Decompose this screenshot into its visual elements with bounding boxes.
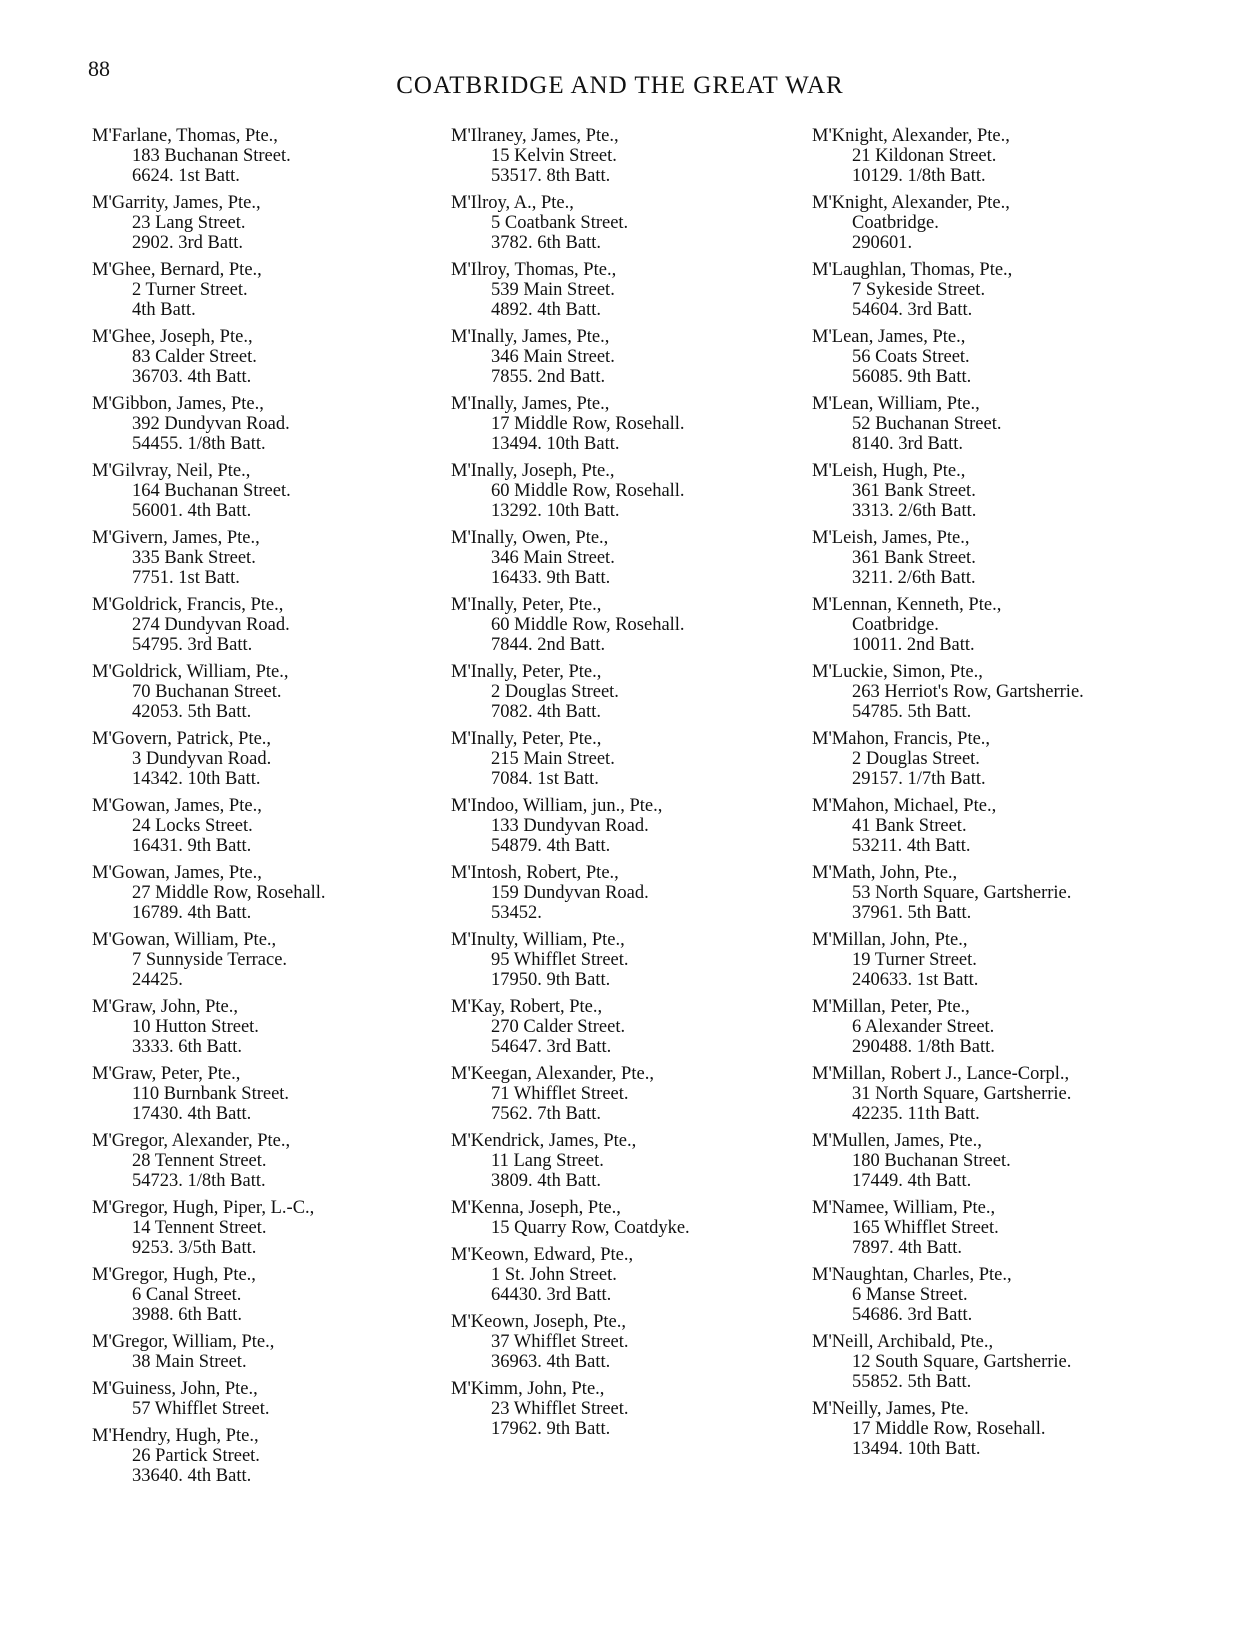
entry-service: 3313. 2/6th Batt. <box>852 501 977 521</box>
roll-entry <box>92 327 432 387</box>
entry-service: 53452. <box>491 903 542 923</box>
entry-address: 110 Burnbank Street. <box>132 1084 290 1104</box>
entry-service: 54795. 3rd Batt. <box>132 635 253 655</box>
entry-address: 346 Main Street. <box>491 347 615 367</box>
entry-name: M'Ghee, Bernard, Pte., <box>92 260 262 280</box>
roll-entry <box>451 595 791 655</box>
entry-name: M'Goldrick, Francis, Pte., <box>92 595 284 615</box>
entry-service: 290601. <box>852 233 913 253</box>
roll-entry <box>451 327 791 387</box>
roll-entry <box>451 662 791 722</box>
entry-name: M'Inally, James, Pte., <box>451 394 610 414</box>
page-number: 88 <box>88 56 110 81</box>
entry-address: 133 Dundyvan Road. <box>491 816 649 836</box>
roll-entry <box>451 729 791 789</box>
roll-entry <box>812 729 1192 789</box>
roll-entry <box>812 796 1192 856</box>
roll-entry <box>92 126 432 186</box>
entry-address: 60 Middle Row, Rosehall. <box>491 481 685 501</box>
entry-service: 3809. 4th Batt. <box>491 1171 601 1191</box>
entry-address: 31 North Square, Gartsherrie. <box>852 1084 1072 1104</box>
entry-service: 37961. 5th Batt. <box>852 903 972 923</box>
entry-address: 38 Main Street. <box>132 1352 247 1372</box>
entry-service: 240633. 1st Batt. <box>852 970 979 990</box>
entry-service: 17950. 9th Batt. <box>491 970 611 990</box>
entry-service: 8140. 3rd Batt. <box>852 434 963 454</box>
roll-entry <box>451 1131 791 1191</box>
entry-address: 7 Sunnyside Terrace. <box>132 950 288 970</box>
entry-address: 41 Bank Street. <box>852 816 967 836</box>
roll-entry <box>812 327 1192 387</box>
roll-entry <box>812 126 1192 186</box>
entry-address: 159 Dundyvan Road. <box>491 883 649 903</box>
entry-name: M'Inally, Peter, Pte., <box>451 662 602 682</box>
entry-address: 2 Turner Street. <box>132 280 248 300</box>
roll-entry <box>812 1198 1192 1258</box>
entry-name: M'Gibbon, James, Pte., <box>92 394 264 414</box>
entry-address: 335 Bank Street. <box>132 548 256 568</box>
entry-name: M'Gregor, Hugh, Pte., <box>92 1265 256 1285</box>
entry-address: 2 Douglas Street. <box>491 682 619 702</box>
entry-address: 17 Middle Row, Rosehall. <box>491 414 685 434</box>
entry-name: M'Givern, James, Pte., <box>92 528 260 548</box>
entry-name: M'Gregor, Alexander, Pte., <box>92 1131 291 1151</box>
entry-service: 42053. 5th Batt. <box>132 702 252 722</box>
entry-name: M'Neill, Archibald, Pte., <box>812 1332 994 1352</box>
roll-entry <box>92 796 432 856</box>
entry-service: 7855. 2nd Batt. <box>491 367 606 387</box>
entry-address: 23 Whifflet Street. <box>491 1399 629 1419</box>
entry-service: 4th Batt. <box>132 300 196 320</box>
entry-service: 6624. 1st Batt. <box>132 166 240 186</box>
entry-service: 36963. 4th Batt. <box>491 1352 611 1372</box>
entry-address: 270 Calder Street. <box>491 1017 626 1037</box>
entry-name: M'Laughlan, Thomas, Pte., <box>812 260 1013 280</box>
entry-address: 7 Sykeside Street. <box>852 280 986 300</box>
entry-address: 57 Whifflet Street. <box>132 1399 270 1419</box>
roll-entry <box>92 863 432 923</box>
roll-entry <box>812 997 1192 1057</box>
entry-service: 7844. 2nd Batt. <box>491 635 606 655</box>
roll-entry <box>812 662 1192 722</box>
entry-name: M'Keown, Joseph, Pte., <box>451 1312 626 1332</box>
roll-entry <box>451 997 791 1057</box>
entry-address: 52 Buchanan Street. <box>852 414 1002 434</box>
entry-name: M'Knight, Alexander, Pte., <box>812 193 1010 213</box>
entry-service: 16433. 9th Batt. <box>491 568 611 588</box>
entry-name: M'Knight, Alexander, Pte., <box>812 126 1010 146</box>
roll-entry <box>92 595 432 655</box>
entry-address: 361 Bank Street. <box>852 481 976 501</box>
roll-entry <box>812 1399 1192 1459</box>
roll-entry <box>451 260 791 320</box>
entry-service: 54723. 1/8th Batt. <box>132 1171 266 1191</box>
roll-entry <box>92 394 432 454</box>
roll-entry <box>92 193 432 253</box>
entry-address: 71 Whifflet Street. <box>491 1084 629 1104</box>
entry-name: M'Ilraney, James, Pte., <box>451 126 619 146</box>
entry-service: 13494. 10th Batt. <box>852 1439 981 1459</box>
entry-service: 2902. 3rd Batt. <box>132 233 243 253</box>
entry-address: 14 Tennent Street. <box>132 1218 267 1238</box>
entry-name: M'Ghee, Joseph, Pte., <box>92 327 253 347</box>
roll-entry <box>451 1198 791 1238</box>
roll-entry <box>92 930 432 990</box>
entry-address: 37 Whifflet Street. <box>491 1332 629 1352</box>
entry-service: 33640. 4th Batt. <box>132 1466 252 1486</box>
entry-service: 17962. 9th Batt. <box>491 1419 611 1439</box>
entry-address: 70 Buchanan Street. <box>132 682 282 702</box>
entry-service: 3782. 6th Batt. <box>491 233 601 253</box>
entry-name: M'Gregor, Hugh, Piper, L.-C., <box>92 1198 315 1218</box>
entry-name: M'Millan, John, Pte., <box>812 930 968 950</box>
entry-address: 539 Main Street. <box>491 280 615 300</box>
entry-name: M'Lennan, Kenneth, Pte., <box>812 595 1002 615</box>
entry-service: 7897. 4th Batt. <box>852 1238 962 1258</box>
entry-name: M'Neilly, James, Pte. <box>812 1399 969 1419</box>
running-head: COATBRIDGE AND THE GREAT WAR <box>396 72 844 99</box>
entry-address: 180 Buchanan Street. <box>852 1151 1011 1171</box>
roll-entry <box>92 260 432 320</box>
roll-entry <box>92 1332 432 1372</box>
entry-name: M'Govern, Patrick, Pte., <box>92 729 272 749</box>
entry-name: M'Inally, Joseph, Pte., <box>451 461 615 481</box>
entry-name: M'Graw, Peter, Pte., <box>92 1064 241 1084</box>
entry-name: M'Mahon, Francis, Pte., <box>812 729 991 749</box>
entry-address: 183 Buchanan Street. <box>132 146 291 166</box>
entry-address: Coatbridge. <box>852 615 939 635</box>
roll-entry <box>451 796 791 856</box>
entry-address: 28 Tennent Street. <box>132 1151 267 1171</box>
roll-entry <box>812 595 1192 655</box>
entry-name: M'Hendry, Hugh, Pte., <box>92 1426 259 1446</box>
entry-address: 6 Manse Street. <box>852 1285 968 1305</box>
entry-address: 83 Calder Street. <box>132 347 257 367</box>
entry-service: 54647. 3rd Batt. <box>491 1037 612 1057</box>
entry-service: 54455. 1/8th Batt. <box>132 434 266 454</box>
roll-entry <box>92 1426 432 1486</box>
roll-entry <box>451 126 791 186</box>
entry-address: 56 Coats Street. <box>852 347 970 367</box>
entry-address: 164 Buchanan Street. <box>132 481 291 501</box>
entry-service: 24425. <box>132 970 183 990</box>
entry-name: M'Math, John, Pte., <box>812 863 958 883</box>
entry-service: 10011. 2nd Batt. <box>852 635 975 655</box>
entry-name: M'Gowan, James, Pte., <box>92 863 262 883</box>
entry-address: 274 Dundyvan Road. <box>132 615 290 635</box>
entry-service: 17430. 4th Batt. <box>132 1104 252 1124</box>
roll-column-2 <box>451 126 791 1446</box>
entry-name: M'Keown, Edward, Pte., <box>451 1245 634 1265</box>
roll-entry <box>451 193 791 253</box>
roll-entry <box>812 1064 1192 1124</box>
entry-service: 14342. 10th Batt. <box>132 769 261 789</box>
roll-entry <box>812 260 1192 320</box>
entry-name: M'Mullen, James, Pte., <box>812 1131 982 1151</box>
entry-name: M'Namee, William, Pte., <box>812 1198 996 1218</box>
roll-entry <box>812 1332 1192 1392</box>
entry-address: Coatbridge. <box>852 213 939 233</box>
entry-service: 17449. 4th Batt. <box>852 1171 972 1191</box>
roll-entry <box>451 528 791 588</box>
entry-address: 1 St. John Street. <box>491 1265 617 1285</box>
entry-service: 16789. 4th Batt. <box>132 903 252 923</box>
entry-service: 53211. 4th Batt. <box>852 836 971 856</box>
entry-address: 361 Bank Street. <box>852 548 976 568</box>
entry-address: 12 South Square, Gartsherrie. <box>852 1352 1072 1372</box>
entry-service: 7562. 7th Batt. <box>491 1104 601 1124</box>
roll-column-1 <box>92 126 432 1493</box>
entry-name: M'Garrity, James, Pte., <box>92 193 261 213</box>
entry-name: M'Leish, James, Pte., <box>812 528 970 548</box>
entry-service: 56001. 4th Batt. <box>132 501 252 521</box>
roll-entry <box>451 394 791 454</box>
entry-service: 13292. 10th Batt. <box>491 501 620 521</box>
entry-address: 23 Lang Street. <box>132 213 246 233</box>
entry-service: 54686. 3rd Batt. <box>852 1305 973 1325</box>
entry-address: 165 Whifflet Street. <box>852 1218 999 1238</box>
entry-name: M'Inally, James, Pte., <box>451 327 610 347</box>
entry-service: 3988. 6th Batt. <box>132 1305 242 1325</box>
roll-entry <box>451 863 791 923</box>
entry-address: 27 Middle Row, Rosehall. <box>132 883 326 903</box>
entry-name: M'Goldrick, William, Pte., <box>92 662 289 682</box>
entry-name: M'Leish, Hugh, Pte., <box>812 461 966 481</box>
entry-service: 54785. 5th Batt. <box>852 702 972 722</box>
entry-address: 3 Dundyvan Road. <box>132 749 272 769</box>
entry-name: M'Millan, Robert J., Lance-Corpl., <box>812 1064 1070 1084</box>
entry-service: 54879. 4th Batt. <box>491 836 611 856</box>
entry-service: 290488. 1/8th Batt. <box>852 1037 995 1057</box>
roll-entry <box>92 997 432 1057</box>
entry-name: M'Ilroy, A., Pte., <box>451 193 574 213</box>
entry-name: M'Mahon, Michael, Pte., <box>812 796 997 816</box>
entry-address: 263 Herriot's Row, Gartsherrie. <box>852 682 1084 702</box>
entry-service: 7084. 1st Batt. <box>491 769 599 789</box>
entry-name: M'Millan, Peter, Pte., <box>812 997 970 1017</box>
entry-address: 95 Whifflet Street. <box>491 950 629 970</box>
roll-entry <box>451 1312 791 1372</box>
roll-entry <box>92 528 432 588</box>
entry-name: M'Luckie, Simon, Pte., <box>812 662 983 682</box>
entry-service: 3333. 6th Batt. <box>132 1037 242 1057</box>
roll-entry <box>451 1245 791 1305</box>
entry-address: 53 North Square, Gartsherrie. <box>852 883 1072 903</box>
roll-entry <box>812 394 1192 454</box>
entry-name: M'Lean, William, Pte., <box>812 394 980 414</box>
roll-entry <box>812 863 1192 923</box>
entry-address: 6 Alexander Street. <box>852 1017 995 1037</box>
entry-service: 36703. 4th Batt. <box>132 367 252 387</box>
entry-name: M'Kay, Robert, Pte., <box>451 997 603 1017</box>
roll-entry <box>451 930 791 990</box>
entry-name: M'Lean, James, Pte., <box>812 327 966 347</box>
roll-entry <box>92 1131 432 1191</box>
entry-name: M'Kendrick, James, Pte., <box>451 1131 637 1151</box>
roll-column-3 <box>812 126 1192 1466</box>
entry-name: M'Inulty, William, Pte., <box>451 930 625 950</box>
entry-address: 6 Canal Street. <box>132 1285 242 1305</box>
entry-service: 10129. 1/8th Batt. <box>852 166 986 186</box>
roll-entry <box>92 461 432 521</box>
roll-entry <box>92 1265 432 1325</box>
entry-name: M'Gowan, James, Pte., <box>92 796 262 816</box>
entry-service: 29157. 1/7th Batt. <box>852 769 986 789</box>
entry-service: 64430. 3rd Batt. <box>491 1285 612 1305</box>
roll-entry <box>812 528 1192 588</box>
roll-entry <box>92 1064 432 1124</box>
entry-service: 3211. 2/6th Batt. <box>852 568 976 588</box>
entry-name: M'Indoo, William, jun., Pte., <box>451 796 663 816</box>
entry-name: M'Gowan, William, Pte., <box>92 930 277 950</box>
entry-name: M'Kimm, John, Pte., <box>451 1379 605 1399</box>
entry-address: 11 Lang Street. <box>491 1151 604 1171</box>
entry-name: M'Keegan, Alexander, Pte., <box>451 1064 654 1084</box>
entry-service: 7082. 4th Batt. <box>491 702 601 722</box>
roll-entry <box>812 930 1192 990</box>
entry-name: M'Gilvray, Neil, Pte., <box>92 461 251 481</box>
entry-name: M'Inally, Peter, Pte., <box>451 729 602 749</box>
entry-name: M'Gregor, William, Pte., <box>92 1332 275 1352</box>
entry-service: 42235. 11th Batt. <box>852 1104 980 1124</box>
entry-address: 5 Coatbank Street. <box>491 213 629 233</box>
entry-address: 15 Quarry Row, Coatdyke. <box>491 1218 690 1238</box>
entry-address: 17 Middle Row, Rosehall. <box>852 1419 1046 1439</box>
entry-name: M'Inally, Peter, Pte., <box>451 595 602 615</box>
entry-service: 7751. 1st Batt. <box>132 568 240 588</box>
entry-address: 24 Locks Street. <box>132 816 253 836</box>
entry-name: M'Ilroy, Thomas, Pte., <box>451 260 617 280</box>
entry-address: 346 Main Street. <box>491 548 615 568</box>
entry-name: M'Naughtan, Charles, Pte., <box>812 1265 1012 1285</box>
entry-address: 10 Hutton Street. <box>132 1017 259 1037</box>
entry-address: 392 Dundyvan Road. <box>132 414 290 434</box>
roll-entry <box>451 461 791 521</box>
entry-address: 60 Middle Row, Rosehall. <box>491 615 685 635</box>
entry-address: 26 Partick Street. <box>132 1446 260 1466</box>
entry-address: 2 Douglas Street. <box>852 749 980 769</box>
entry-service: 16431. 9th Batt. <box>132 836 252 856</box>
roll-entry <box>92 729 432 789</box>
entry-service: 55852. 5th Batt. <box>852 1372 972 1392</box>
roll-entry <box>451 1379 791 1439</box>
entry-address: 21 Kildonan Street. <box>852 146 997 166</box>
entry-address: 15 Kelvin Street. <box>491 146 617 166</box>
entry-service: 13494. 10th Batt. <box>491 434 620 454</box>
roll-entry <box>812 1131 1192 1191</box>
roll-entry <box>451 1064 791 1124</box>
entry-service: 4892. 4th Batt. <box>491 300 601 320</box>
entry-service: 56085. 9th Batt. <box>852 367 972 387</box>
entry-name: M'Farlane, Thomas, Pte., <box>92 126 278 146</box>
roll-entry <box>92 1198 432 1258</box>
roll-entry <box>812 1265 1192 1325</box>
entry-name: M'Kenna, Joseph, Pte., <box>451 1198 621 1218</box>
entry-name: M'Graw, John, Pte., <box>92 997 239 1017</box>
entry-service: 54604. 3rd Batt. <box>852 300 973 320</box>
entry-address: 19 Turner Street. <box>852 950 977 970</box>
roll-entry <box>812 193 1192 253</box>
roll-entry <box>92 1379 432 1419</box>
roll-entry <box>812 461 1192 521</box>
entry-name: M'Intosh, Robert, Pte., <box>451 863 619 883</box>
entry-name: M'Guiness, John, Pte., <box>92 1379 258 1399</box>
entry-service: 53517. 8th Batt. <box>491 166 611 186</box>
roll-entry <box>92 662 432 722</box>
entry-name: M'Inally, Owen, Pte., <box>451 528 609 548</box>
entry-address: 215 Main Street. <box>491 749 615 769</box>
entry-service: 9253. 3/5th Batt. <box>132 1238 257 1258</box>
